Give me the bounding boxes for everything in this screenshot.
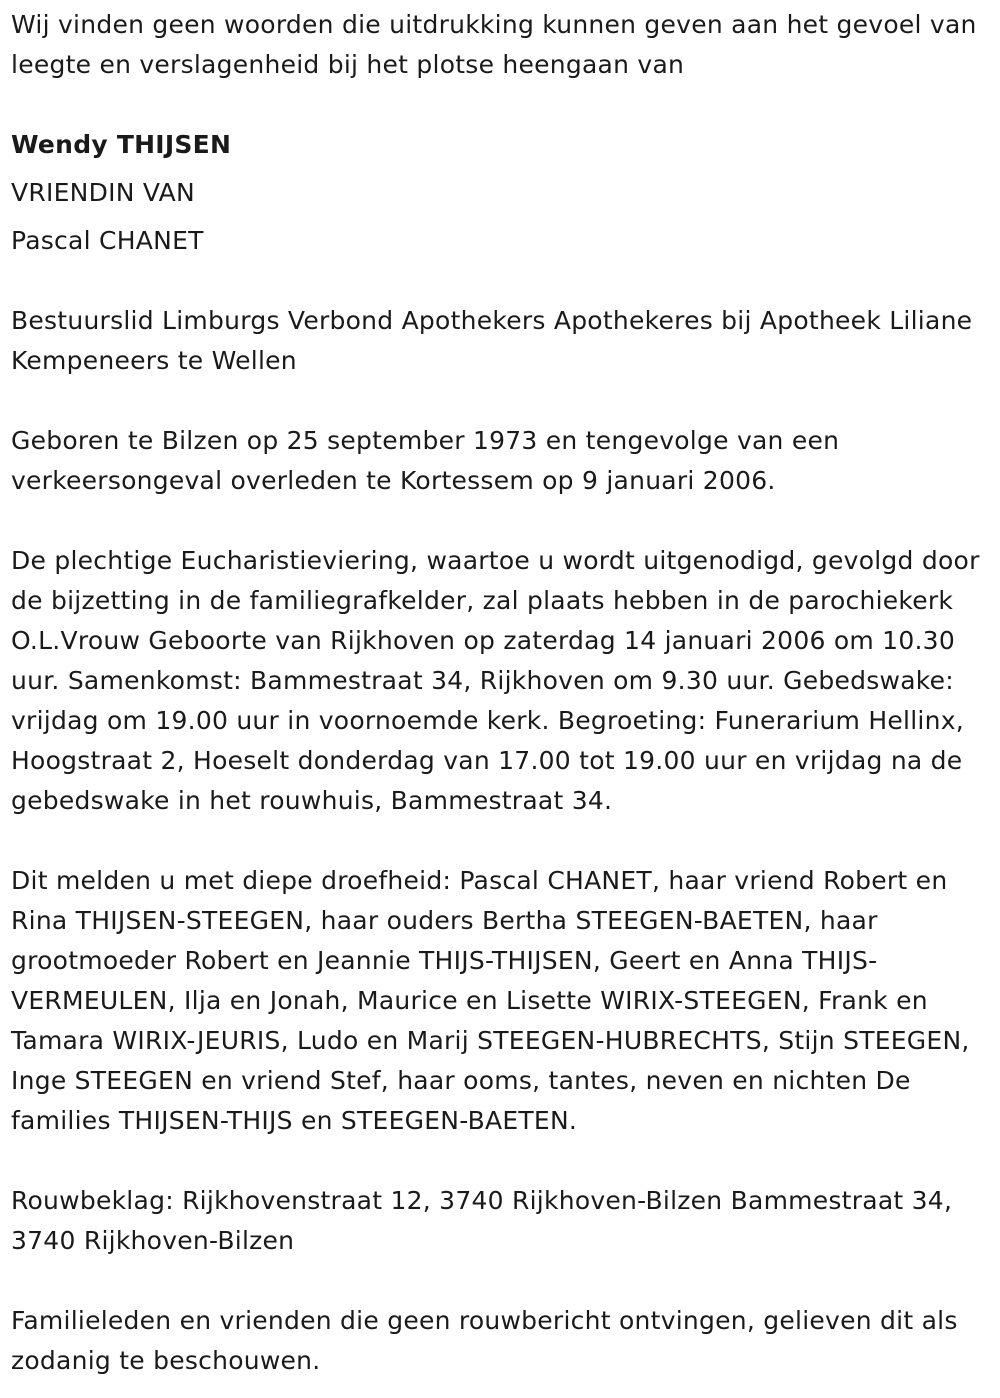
- closing-text: Familieleden en vrienden die geen rouwbericht ontvingen, gelieven dit als zodanig te beschouwen.: [11, 1306, 958, 1375]
- ceremony-text: De plechtige Eucharistieviering, waartoe u wordt uitgenodigd, gevolgd door de bijzetting in de familiegrafkelder, zal plaats hebben in de parochiekerk O.L.Vrouw Geboorte van Rijkhoven op zaterdag 14 januari 2006 om 10.30 uur. Samenkomst: Bammestraat 34, Rijkhoven om 9.30 uur. Gebedswake: vrijdag om 19.00 uur in voornoemde kerk. Begroeting: Funerarium Hellinx, Hoogstraat 2, Hoeselt donderdag van 17.00 tot 19.00 uur en vrijdag na de gebedswake in het rouwhuis, Bammestraat 34.: [11, 546, 980, 815]
- obituary-document: [11, 0, 993, 1381]
- birth-death-text: Geboren te Bilzen op 25 september 1973 en tengevolge van een verkeersongeval overleden te Kortessem op 9 januari 2006.: [11, 426, 840, 495]
- intro-text: Wij vinden geen woorden die uitdrukking kunnen geven aan het gevoel van leegte en verslagenheid bij het plotse heengaan van: [11, 10, 977, 79]
- condolence-address-text: Rouwbeklag: Rijkhovenstraat 12, 3740 Rijkhoven-Bilzen Bammestraat 34, 3740 Rijkhoven-Bilzen: [11, 1186, 953, 1255]
- relation-label: VRIENDIN VAN: [11, 178, 195, 207]
- occupation-text: Bestuurslid Limburgs Verbond Apothekers Apothekeres bij Apotheek Liliane Kempeneers te Wellen: [11, 306, 973, 375]
- partner-name: Pascal CHANET: [11, 226, 204, 255]
- family-announcement-text: Dit melden u met diepe droefheid: Pascal CHANET, haar vriend Robert en Rina THIJSEN-STEEGEN, haar ouders Bertha STEEGEN-BAETEN, haar grootmoeder Robert en Jeannie THIJS-THIJSEN, Geert en Anna THIJS-VERMEULEN, Ilja en Jonah, Maurice en Lisette WIRIX-STEEGEN, Frank en Tamara WIRIX-JEURIS, Ludo en Marij STEEGEN-HUBRECHTS, Stijn STEEGEN, Inge STEEGEN en vriend Stef, haar ooms, tantes, neven en nichten De families THIJSEN-THIJS en STEEGEN-BAETEN.: [11, 866, 970, 1135]
- deceased-name: Wendy THIJSEN: [11, 130, 232, 159]
